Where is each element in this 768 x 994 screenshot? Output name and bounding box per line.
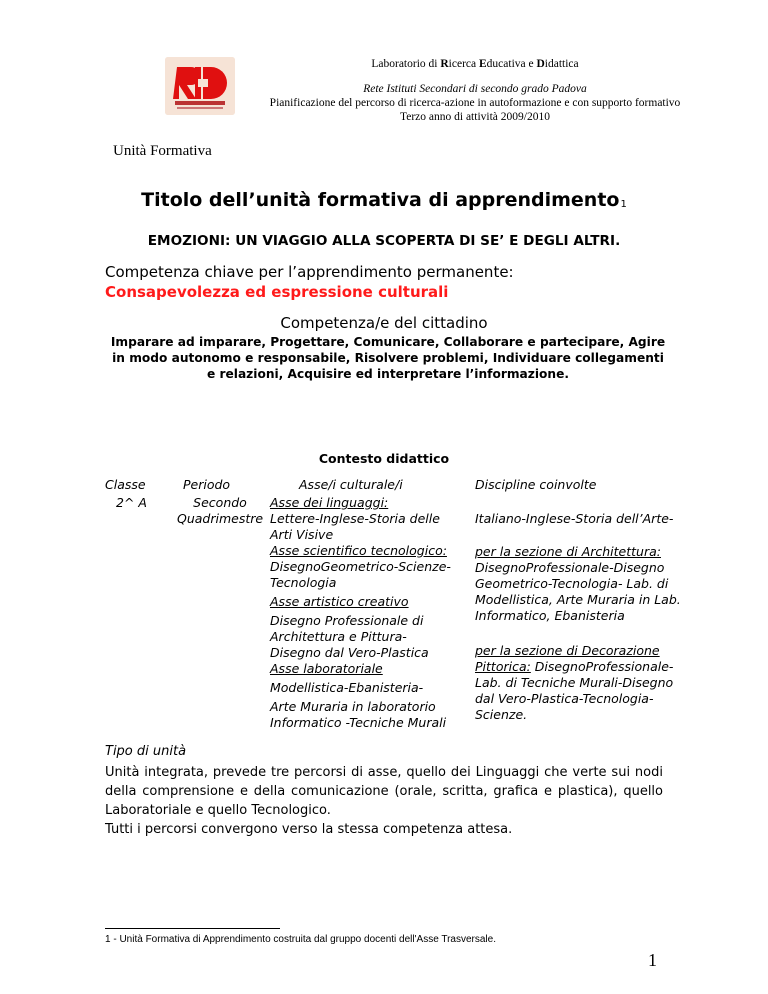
sezione-decorazione-title: per la sezione di Decorazione [475,643,660,658]
col-header-assi: Asse/i culturale/i [299,477,403,492]
periodo-value: Secondo Quadrimestre [177,495,264,526]
footnote-ref: 1 [620,199,627,210]
discipline-cell: Italiano-Inglese-Storia dell’Arte- per la sezione di Architettura: DisegnoProfessionale-Disegno Geometrico-Tecnologia- Lab. di Modellistica, Arte Muraria in Lab. Informatico, Ebanisteria per la sezione di Decorazione Pittorica: DisegnoProfessionale- Lab. di Tecniche Murali-Disegno dal Vero-Plastica-Tecnologia- Scienze. [475,511,690,723]
footnote-divider [105,928,280,929]
assi-cell: Asse dei linguaggi: Lettere-Inglese-Storia delle Arti Visive Asse scientifico tecnologico: DisegnoGeometrico-Scienze- Tecnologia Asse artistico creativo Disegno Professionale di Architettura e Pittura- Disegno dal Vero-Plastica Asse laboratoriale Modellistica-Ebanisteria- Arte Muraria in laboratorio Informatico -Tecniche Murali [270,495,470,731]
asse-artistico-title: Asse artistico creativo [270,594,409,609]
col-header-classe: Classe [105,477,146,492]
classe-value: 2^ A [116,495,147,510]
lab-name: Laboratorio di Ricerca Educativa e Didattica [371,58,579,70]
plan-line: Pianificazione del percorso di ricerca-azione in autoformazione e con supporto formativo [269,97,681,109]
page-title: Titolo dell’unità formativa di apprendimento$^1$ [141,189,627,211]
year-line: Terzo anno di attività 2009/2010 [400,111,550,123]
page-number: 1 [648,950,657,970]
col-header-periodo: Periodo [183,477,231,492]
asse-scientifico-title: Asse scientifico tecnologico: [270,543,447,558]
asse-linguaggi-title: Asse dei linguaggi: [270,495,389,510]
tipo-paragraph-2: Tutti i percorsi convergono verso la stessa competenza attesa. [105,822,513,837]
key-competence-value: Consapevolezza ed espressione culturali [105,283,449,301]
tipo-paragraph: Unità integrata, prevede tre percorsi di asse, quello dei Linguaggi che verte sui nodi della comprensione e della comunicazione (orale, scritta, grafica e plastica), quello Laboratoriale e quello Tecnologico. [105,765,663,818]
unit-subtitle: EMOZIONI: UN VIAGGIO ALLA SCOPERTA DI SE’ E DEGLI ALTRI. [147,233,621,249]
red-logo [165,57,235,115]
citizen-competence-label: Competenza/e del cittadino [280,314,488,332]
key-competence-label: Competenza chiave per l’apprendimento permanente: [105,263,514,281]
asse-laboratoriale-title: Asse laboratoriale [270,661,383,676]
footnote: 1 - Unità Formativa di Apprendimento costruita dal gruppo docenti dell'Asse Trasversale. [105,934,496,945]
sezione-architettura-title: per la sezione di Architettura: [475,544,661,559]
network-line: Rete Istituti Secondari di secondo grado Padova [363,83,587,95]
context-title: Contesto didattico [318,451,450,466]
tipo-heading: Tipo di unità [105,744,187,759]
unit-label: Unità Formativa [113,143,212,159]
citizen-competence-text: Imparare ad imparare, Progettare, Comunicare, Collaborare e partecipare, Agire in modo autonomo e responsabile, Risolvere problemi, Individuare collegamenti e relazioni, Acquisire ed interpretare l’informazione. [110,335,666,381]
col-header-discipline: Discipline coinvolte [475,477,597,492]
